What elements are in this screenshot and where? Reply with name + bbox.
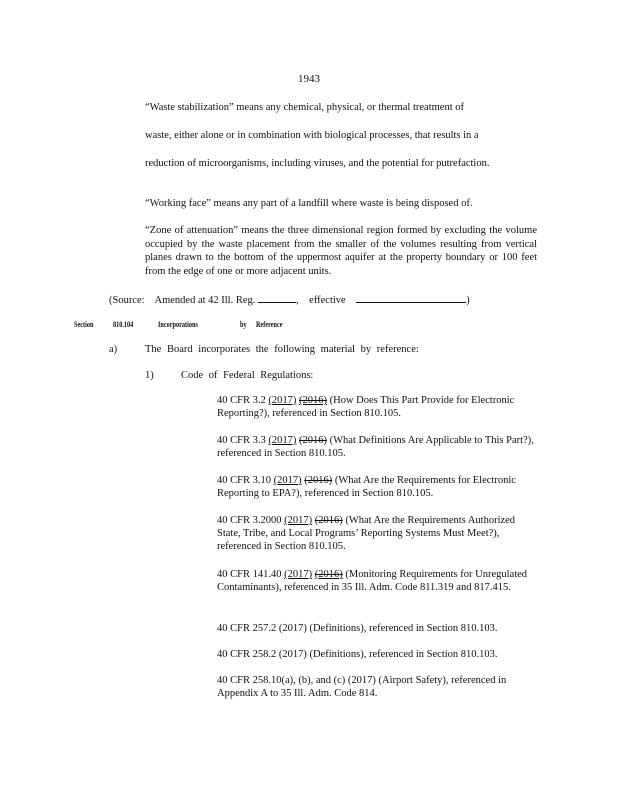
deleted-year: (2016): [298, 395, 327, 406]
definition-waste-stabilization-line2: waste, either alone or in combination with biological processes, that results in a: [145, 130, 479, 141]
section-title-by: by: [240, 320, 247, 329]
source-amended: Amended at 42 Ill. Reg.: [154, 295, 256, 306]
deleted-year: (2016): [314, 569, 343, 580]
cfr-entry-3-10: 40 CFR 3.10 (2017) (2016) (What Are the Requirements for Electronic Reporting to EPA?), referenced in Section 810.105.: [217, 475, 516, 499]
item-1-text: Code of Federal Regulations:: [181, 370, 314, 381]
source-effective: effective: [309, 295, 346, 306]
inserted-year: (2017): [284, 569, 313, 580]
definition-working-face: “Working face” means any part of a landfill where waste is being disposed of.: [145, 198, 473, 209]
definition-waste-stabilization-line3: reduction of microorganisms, including viruses, and the potential for putrefaction.: [145, 158, 490, 169]
inserted-year: (2017): [268, 435, 297, 446]
cfr-entry-3-2: 40 CFR 3.2 (2017) (2016) (How Does This Part Provide for Electronic Reporting?), referenced in Section 810.105.: [217, 395, 515, 419]
definition-zone-of-attenuation: “Zone of attenuation” means the three dimensional region formed by excluding the volume occupied by the waste placement from the smaller of the volumes resulting from vertical planes drawn to the bottom of the uppermost aquifer at the property boundary or 100 feet from the edge of one or more adjacent units.: [145, 225, 537, 277]
section-word: Section: [74, 320, 94, 329]
source-sep: ,: [296, 295, 299, 306]
cfr-entry-258-2: 40 CFR 258.2 (2017) (Definitions), referenced in Section 810.103.: [217, 649, 498, 660]
source-open: (Source:: [109, 295, 145, 306]
section-title: Incorporations: [158, 320, 198, 329]
page-number: 1943: [298, 73, 320, 85]
source-blank-effective: [356, 292, 466, 303]
source-note: [109, 292, 470, 307]
item-a-label: a): [109, 344, 118, 355]
inserted-year: (2017): [268, 395, 297, 406]
item-1-label: 1): [145, 370, 154, 381]
item-a-text: The Board incorporates the following material by reference:: [145, 344, 419, 355]
cfr-entry-3-3: 40 CFR 3.3 (2017) (2016) (What Definitions Are Applicable to This Part?), referenced in Section 810.105.: [217, 435, 534, 459]
section-title-reference: Reference: [256, 320, 283, 329]
deleted-year: (2016): [298, 435, 327, 446]
cfr-entry-3-2000: 40 CFR 3.2000 (2017) (2016) (What Are the Requirements Authorized State, Tribe, and Local Programs’ Reporting Systems Must Meet?), referenced in Section 810.105.: [217, 515, 516, 552]
deleted-year: (2016): [314, 515, 343, 526]
deleted-year: (2016): [304, 475, 333, 486]
cfr-entry-141-40: 40 CFR 141.40 (2017) (2016) (Monitoring Requirements for Unregulated Contaminants), referenced in 35 Ill. Adm. Code 811.319 and 817.415.: [217, 569, 528, 593]
source-blank-reg: [258, 292, 296, 303]
inserted-year: (2017): [273, 475, 302, 486]
source-close: ): [466, 295, 470, 306]
section-number: 810.104: [113, 320, 134, 329]
cfr-entry-258-10: 40 CFR 258.10(a), (b), and (c) (2017) (Airport Safety), referenced in Appendix A to 35 Ill. Adm. Code 814.: [217, 675, 507, 699]
inserted-year: (2017): [284, 515, 313, 526]
definition-waste-stabilization-line1: “Waste stabilization” means any chemical, physical, or thermal treatment of: [145, 102, 464, 113]
cfr-entry-257-2: 40 CFR 257.2 (2017) (Definitions), referenced in Section 810.103.: [217, 623, 498, 634]
